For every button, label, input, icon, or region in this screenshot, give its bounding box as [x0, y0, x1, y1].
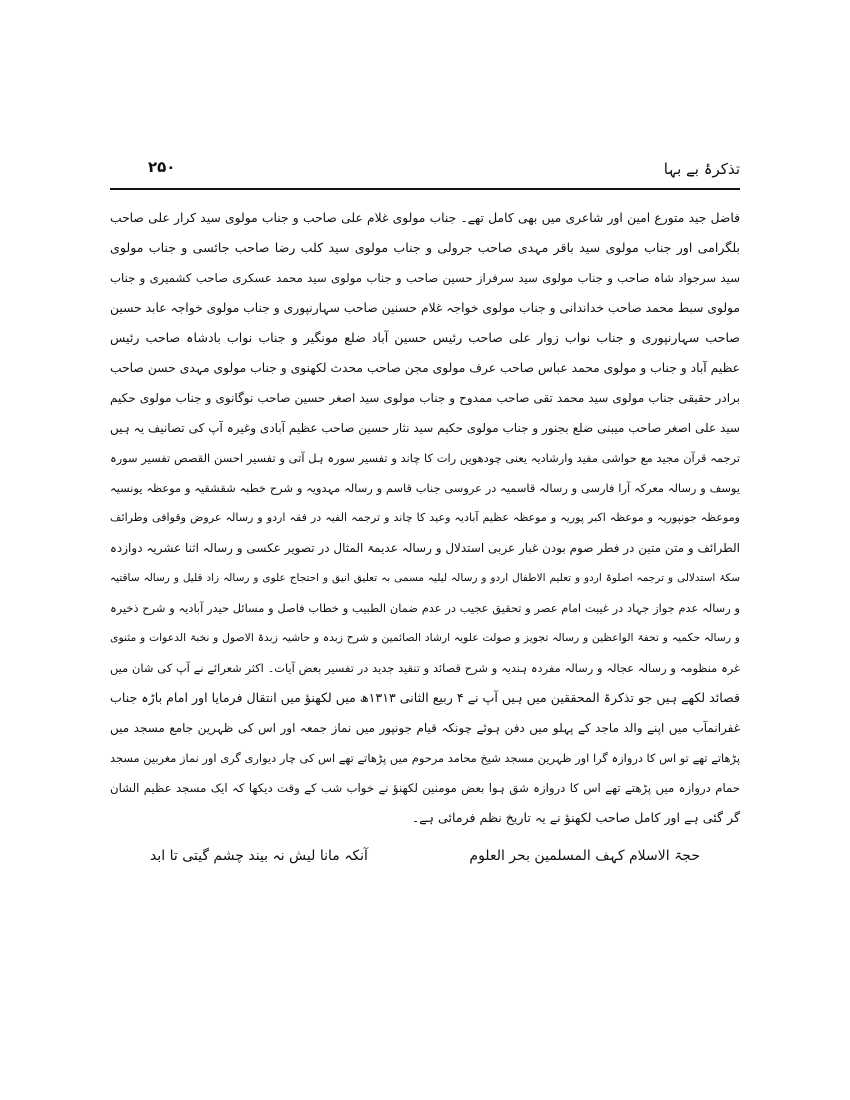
text-line: وموعظہ جونپوریہ و موعظہ اکبر پوریہ و موعظہ عظیم آبادیہ وعید کا چاند و ترجمہ الفیہ در فقہ اردو و رسالہ عروض وقوافی وطرائف: [110, 511, 740, 524]
text-line: غرہ منظومہ و رسالہ عجالہ و رسالہ مفردہ ہندیہ و شرح قصائد و تنقید جدید در تفسیر بعض آیات۔ اکثر شعرائے نے آپ کی شان میں: [110, 661, 740, 675]
text-line: الطرائف و متن متین در فطر صوم بودن غبار عربی استدلال و رسالہ عدیمۃ المثال در تصویر عکسی و رسالہ اثنا عشریہ دوازدہ: [110, 541, 740, 555]
text-line: برادر حقیقی جناب مولوی سید محمد تقی صاحب ممدوح و جناب مولوی سید اصغر حسین صاحب نوگانوی و جناب مولوی حکیم: [110, 391, 740, 405]
header-rule: [110, 188, 740, 190]
text-line: صاحب سہارنپوری و جناب نواب زوار علی صاحب رئیس حسین آباد ضلع مونگیر و جناب نواب بادشاہ صاحب رئیس: [110, 330, 740, 345]
verse-second-hemistich: آنکہ مانا لیش نہ بیند چشم گیتی تا ابد: [150, 848, 368, 864]
text-line: سید علی اصغر صاحب میبنی ضلع بجنور و جناب مولوی حکیم سید نثار حسین صاحب عظیم آبادی وغیرہ آپ کی تصانیف یہ ہیں: [110, 421, 740, 435]
text-line: فاضل جید متورع امین اور شاعری میں بھی کامل تھے۔ جناب مولوی غلام علی صاحب و جناب مولوی سید کرار علی صاحب: [110, 211, 740, 225]
text-line: و رسالہ حکمیہ و تحفۃ الواعظین و رسالہ تجویز و صولت علویہ ارشاد الصائمین و شرح زبدہ و حاشیہ زبدۃ الاصول و نخبۃ الدعوات و مثنوی: [110, 631, 740, 644]
verse-couplet: [150, 848, 700, 864]
text-line: گر گئی ہے اور کامل صاحب لکھنؤ نے یہ تاریخ نظم فرمائی ہے۔: [411, 810, 740, 825]
text-line: سید سرجواد شاہ صاحب و جناب مولوی سید سرفراز حسین صاحب و جناب مولوی سید محمد عسکری صاحب کشمیری و جناب: [110, 271, 740, 285]
text-line: عظیم آباد و جناب و مولوی محمد عباس صاحب عرف مولوی مجن صاحب محدث لکھنوی و جناب مولوی مہدی حسن صاحب: [110, 361, 740, 375]
text-line: قصائد لکھے ہیں جو تذکرۃ المحققین میں ہیں آپ نے ۴ ربیع الثانی ۱۳۱۳ھ میں لکھنؤ میں انتقال فرمایا اور امام باڑہ جناب: [110, 690, 740, 705]
text-line: یوسف و رسالہ معرکہ آرا فارسی و رسالہ قاسمیہ در عروسی جناب قاسم و رسالہ مہدویہ و شرح خطبہ شقشقیہ و موعظہ یونسیہ: [110, 481, 740, 495]
text-line: سکۂ استدلالی و ترجمہ اصلوۃ اردو و تعلیم الاطفال اردو و رسالہ لیلیہ مسمی بہ تعلیق انیق و احتجاج علوی و رسالہ زاد قلیل و رسالہ ساقتیہ: [110, 572, 740, 584]
text-line: بلگرامی اور جناب مولوی سید باقر مہدی صاحب جرولی و جناب مولوی سید کلب رضا صاحب جائسی و جناب مولوی: [110, 240, 740, 255]
text-line: حمام دروازہ میں پڑھتے تھے اس کا دروازہ شق ہوا بعض مومنین لکھنؤ نے خواب شب کے وقت دیکھا کہ ایک مسجد عظیم الشان: [110, 781, 740, 795]
verse-first-hemistich: حجۃ الاسلام کہف المسلمین بحر العلوم: [469, 848, 700, 864]
text-line: ترجمہ قرآن مجید مع حواشی مفید وارشادیہ یعنی چودھویں رات کا چاند و تفسیر سورہ ہل آتی و تفسیر احسن القصص تفسیر سورہ: [110, 451, 740, 465]
running-title: تذکرۂ بے بہا: [663, 160, 740, 178]
text-line: مولوی سبط محمد صاحب خداندانی و جناب مولوی خواجہ غلام حسنین صاحب سہارنپوری و جناب مولوی خواجہ عابد حسین: [110, 301, 740, 315]
body-text: [110, 203, 740, 833]
page-number: ۲۵۰: [148, 158, 176, 176]
text-line: غفرانمآب میں اپنے والد ماجد کے پہلو میں دفن ہوئے چونکہ قیام جونپور میں نماز جمعہ اور اس کی ظہرین جامع مسجد میں: [110, 721, 740, 735]
text-line: پڑھاتے تھے تو اس کا دروازہ گرا اور ظہرین مسجد شیخ محامد مرحوم میں پڑھاتے تھے اس کی چار دیواری گری اور نماز مغربین مسجد: [110, 751, 740, 765]
text-line: و رسالہ عدم جواز جہاد در غیبت امام عصر و تحقیق عجیب در عدم ضمان الطبیب و خطاب فاصل و مسائل حیدر آبادیہ و شرح ذخیرہ: [110, 601, 740, 615]
